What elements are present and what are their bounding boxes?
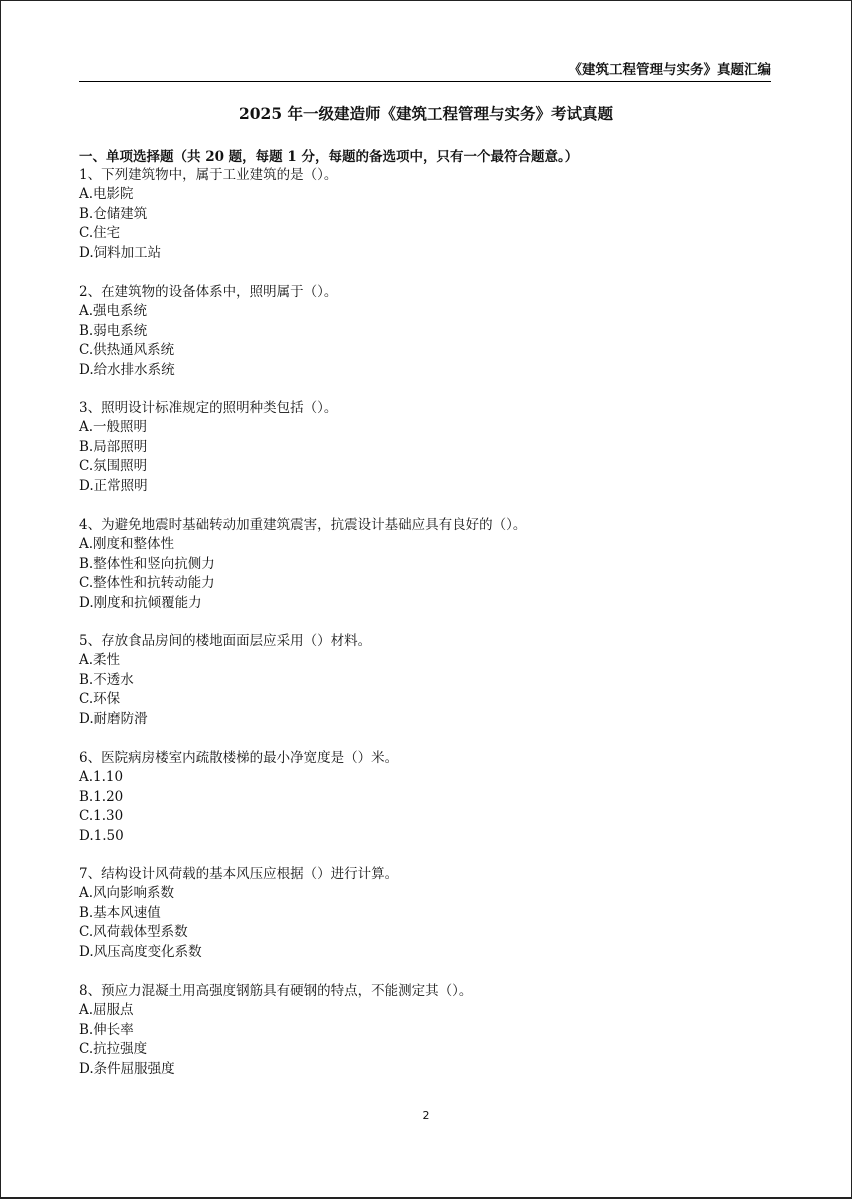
option-d: D.风压高度变化系数 <box>79 943 202 960</box>
option-c: C.供热通风系统 <box>79 342 175 359</box>
question-1 <box>79 166 779 263</box>
option-b: B.不透水 <box>79 671 134 688</box>
option-a: A.强电系统 <box>79 303 148 320</box>
option-d: D.刚度和抗倾覆能力 <box>79 594 202 611</box>
option-c: C.抗拉强度 <box>79 1041 148 1058</box>
question-8 <box>79 982 779 1079</box>
option-b: B.仓储建筑 <box>79 205 148 222</box>
header-rule <box>79 81 771 82</box>
option-d: D.条件屈服强度 <box>79 1060 175 1077</box>
option-a: A.屈服点 <box>79 1002 134 1019</box>
option-a: A.一般照明 <box>79 419 148 436</box>
option-c: C.环保 <box>79 691 121 708</box>
option-a: A.风向影响系数 <box>79 885 175 902</box>
option-b: B.弱电系统 <box>79 322 148 339</box>
question-3 <box>79 399 779 496</box>
question-2 <box>79 283 779 380</box>
option-c: C.整体性和抗转动能力 <box>79 575 215 592</box>
option-c: C.住宅 <box>79 225 121 242</box>
option-b: B.整体性和竖向抗侧力 <box>79 555 215 572</box>
option-c: C.氛围照明 <box>79 458 148 475</box>
running-header: 《建筑工程管理与实务》真题汇编 <box>568 62 771 78</box>
option-c: C.1.30 <box>79 808 124 825</box>
page-number: 2 <box>422 1109 430 1122</box>
question-stem: 1、下列建筑物中，属于工业建筑的是（）。 <box>79 167 338 183</box>
question-stem: 6、医院病房楼室内疏散楼梯的最小净宽度是（）米。 <box>79 750 399 766</box>
option-c: C.风荷载体型系数 <box>79 924 188 941</box>
option-d: D.给水排水系统 <box>79 361 175 378</box>
option-b: B.局部照明 <box>79 438 148 455</box>
option-d: D.正常照明 <box>79 477 148 494</box>
question-stem: 2、在建筑物的设备体系中，照明属于（）。 <box>79 284 338 300</box>
question-5 <box>79 632 779 729</box>
question-stem: 5、存放食品房间的楼地面面层应采用（）材料。 <box>79 633 372 649</box>
option-b: B.基本风速值 <box>79 904 161 921</box>
option-b: B.伸长率 <box>79 1021 134 1038</box>
option-d: D.1.50 <box>79 827 124 844</box>
option-a: A.柔性 <box>79 652 121 669</box>
question-stem: 8、预应力混凝土用高强度钢筋具有硬钢的特点，不能测定其（）。 <box>79 983 473 999</box>
question-stem: 3、照明设计标准规定的照明种类包括（）。 <box>79 400 338 416</box>
question-stem: 7、结构设计风荷载的基本风压应根据（）进行计算。 <box>79 866 399 882</box>
option-b: B.1.20 <box>79 788 124 805</box>
question-stem: 4、为避免地震时基础转动加重建筑震害，抗震设计基础应具有良好的（）。 <box>79 517 527 533</box>
option-a: A.1.10 <box>79 769 124 786</box>
question-6 <box>79 749 779 846</box>
question-7 <box>79 865 779 962</box>
option-a: A.刚度和整体性 <box>79 536 175 553</box>
option-a: A.电影院 <box>79 186 134 203</box>
question-4 <box>79 516 779 613</box>
option-d: D.饲料加工站 <box>79 244 162 261</box>
document-title: 2025 年一级建造师《建筑工程管理与实务》考试真题 <box>238 104 614 123</box>
option-d: D.耐磨防滑 <box>79 710 148 727</box>
section-heading: 一、单项选择题（共 20 题，每题 1 分，每题的备选项中，只有一个最符合题意。） <box>79 149 579 165</box>
